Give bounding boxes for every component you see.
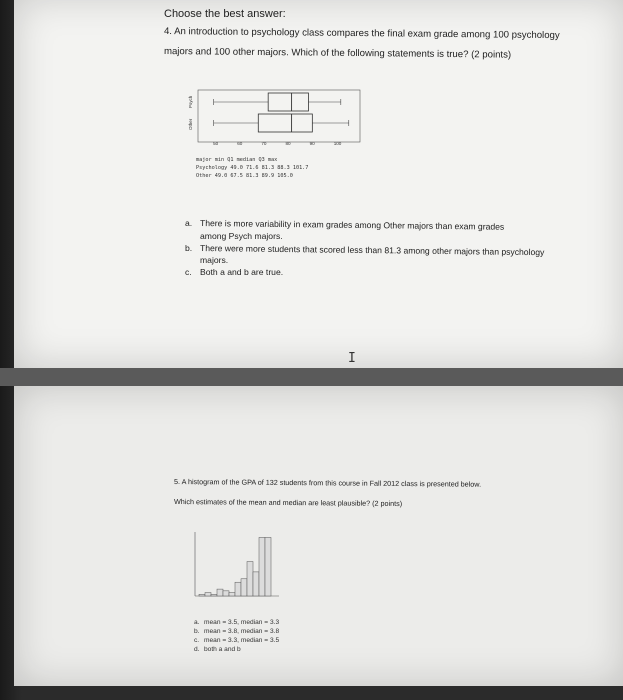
boxplot-group-label-other: Other	[188, 118, 193, 130]
q4-option-a-text-2: among Psych majors.	[200, 231, 283, 241]
q4-option-c-text: Both a and b are true.	[200, 267, 284, 277]
histogram-bar-2	[205, 593, 211, 596]
boxplot-tick-80: 80	[285, 141, 291, 146]
instruction: Choose the best answer:	[164, 8, 286, 20]
q4-option-b-letter: b.	[185, 243, 193, 253]
box-psychology	[268, 93, 308, 111]
boxplot-group-label-psych: Psych	[188, 95, 193, 108]
boxplot-tick-70: 70	[261, 141, 267, 146]
q4-option-b-text: There were more students that scored less than 81.3 among other majors than psychology	[199, 243, 545, 258]
q5-option-c-letter: c.	[194, 637, 200, 644]
histogram-bar-7	[235, 582, 241, 596]
histogram-bar-8	[241, 579, 247, 596]
boxplot-table-row-other: Other 49.0 67.5 81.3 89.9 105.0	[196, 173, 293, 179]
q4-option-b-text-2: majors.	[200, 255, 229, 265]
histogram-bar-4	[217, 589, 223, 596]
q5-option-a-letter: a.	[194, 619, 200, 626]
q4-option-c-letter: c.	[185, 267, 192, 277]
histogram-bar-11	[259, 537, 265, 596]
q5-line2: Which estimates of the mean and median are least plausible? (2 points)	[173, 497, 403, 508]
q5-option-c-text: mean = 3.3, median = 3.5	[204, 637, 280, 644]
q5-option-b-text: mean = 3.8, median = 3.8	[204, 628, 280, 635]
text-cursor-icon: I	[348, 351, 356, 366]
q4-option-a-text: There is more variability in exam grades among Other majors than exam grades	[199, 218, 505, 232]
boxplot-table-header: major min Q1 median Q3 max	[196, 157, 278, 163]
boxplot-tick-50: 50	[213, 141, 219, 146]
boxplot-tick-100: 100	[333, 141, 342, 146]
document-page-2	[14, 386, 623, 686]
q5-option-b-letter: b.	[194, 628, 200, 635]
q4-option-a-letter: a.	[185, 218, 193, 228]
q5-line1: 5. A histogram of the GPA of 132 students from this course in Fall 2012 class is presented below.	[173, 477, 482, 489]
boxplot-tick-90: 90	[309, 141, 315, 146]
histogram-bar-10	[253, 572, 259, 596]
q4-line1: 4. An introduction to psychology class compares the final exam grade among 100 psychology	[163, 26, 560, 42]
boxplot-frame	[198, 90, 360, 142]
document-page-1	[14, 0, 623, 368]
histogram-bar-9	[247, 562, 253, 596]
histogram-bar-1	[199, 594, 205, 596]
q5-option-a-text: mean = 3.5, median = 3.3	[204, 619, 280, 626]
page-divider	[0, 368, 623, 386]
boxplot-tick-60: 60	[237, 141, 243, 146]
histogram-bar-5	[223, 591, 229, 596]
histogram-bar-6	[229, 593, 235, 596]
q5-option-d-text: both a and b	[204, 646, 241, 653]
histogram-chart	[179, 526, 279, 606]
histogram-bar-12	[265, 537, 271, 596]
q5-option-d-letter: d.	[194, 646, 200, 653]
q4-line2: majors and 100 other majors. Which of the following statements is true? (2 points)	[163, 46, 512, 61]
boxplot-table-row-psych: Psychology 49.0 71.6 81.3 88.3 101.7	[196, 165, 309, 171]
box-other	[258, 114, 312, 132]
histogram-bar-3	[211, 594, 217, 596]
